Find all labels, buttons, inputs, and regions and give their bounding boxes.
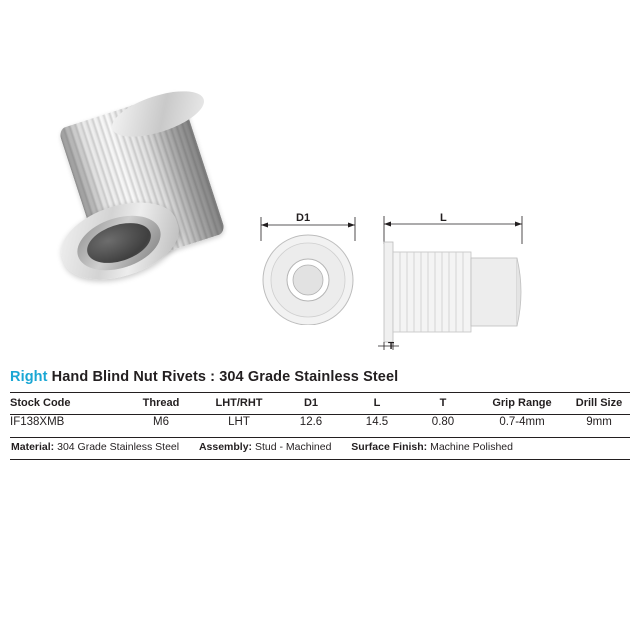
footer-assembly-key: Assembly: [198, 441, 253, 453]
header-lht-rht: LHT/RHT [215, 397, 263, 409]
footer-finish-value: Machine Polished [430, 441, 513, 453]
title-rest: Hand Blind Nut Rivets : 304 Grade Stainless Steel [47, 369, 399, 385]
footer-material-key: Material: [11, 441, 55, 453]
page-title [10, 368, 630, 386]
dim-label-l: L [440, 212, 447, 224]
dim-label-t: T [388, 341, 395, 352]
title-prefix: Right [10, 369, 48, 385]
cell-l: 14.5 [365, 416, 389, 428]
cell-thread: M6 [153, 416, 169, 428]
side-view-drawing [372, 200, 542, 350]
cell-stock-code: IF138XMB [10, 416, 65, 428]
header-grip-range: Grip Range [492, 397, 552, 409]
table-row [10, 413, 630, 432]
table-header-row [10, 394, 630, 413]
header-stock-code: Stock Code [10, 397, 71, 409]
header-l: L [373, 397, 381, 409]
dim-label-d1: D1 [296, 212, 311, 224]
cell-d1: 12.6 [299, 416, 323, 428]
cell-lht-rht: LHT [228, 416, 250, 428]
header-t: T [439, 397, 447, 409]
rivet-photo [52, 88, 242, 283]
header-thread: Thread [142, 397, 180, 409]
footer-specs [11, 441, 513, 453]
cell-t: 0.80 [431, 416, 455, 428]
footer-finish-key: Surface Finish: [351, 441, 428, 453]
footer-assembly-value: Stud - Machined [254, 441, 332, 453]
footer-material-value: 304 Grade Stainless Steel [57, 441, 180, 453]
cell-drill-size: 9mm [586, 416, 612, 428]
cell-grip-range: 0.7-4mm [499, 416, 545, 428]
header-d1: D1 [303, 397, 319, 409]
table-rule-body [10, 437, 630, 438]
table-rule-top [10, 392, 630, 393]
spec-table [10, 394, 630, 432]
header-drill-size: Drill Size [575, 397, 623, 409]
table-rule-bottom [10, 459, 630, 460]
